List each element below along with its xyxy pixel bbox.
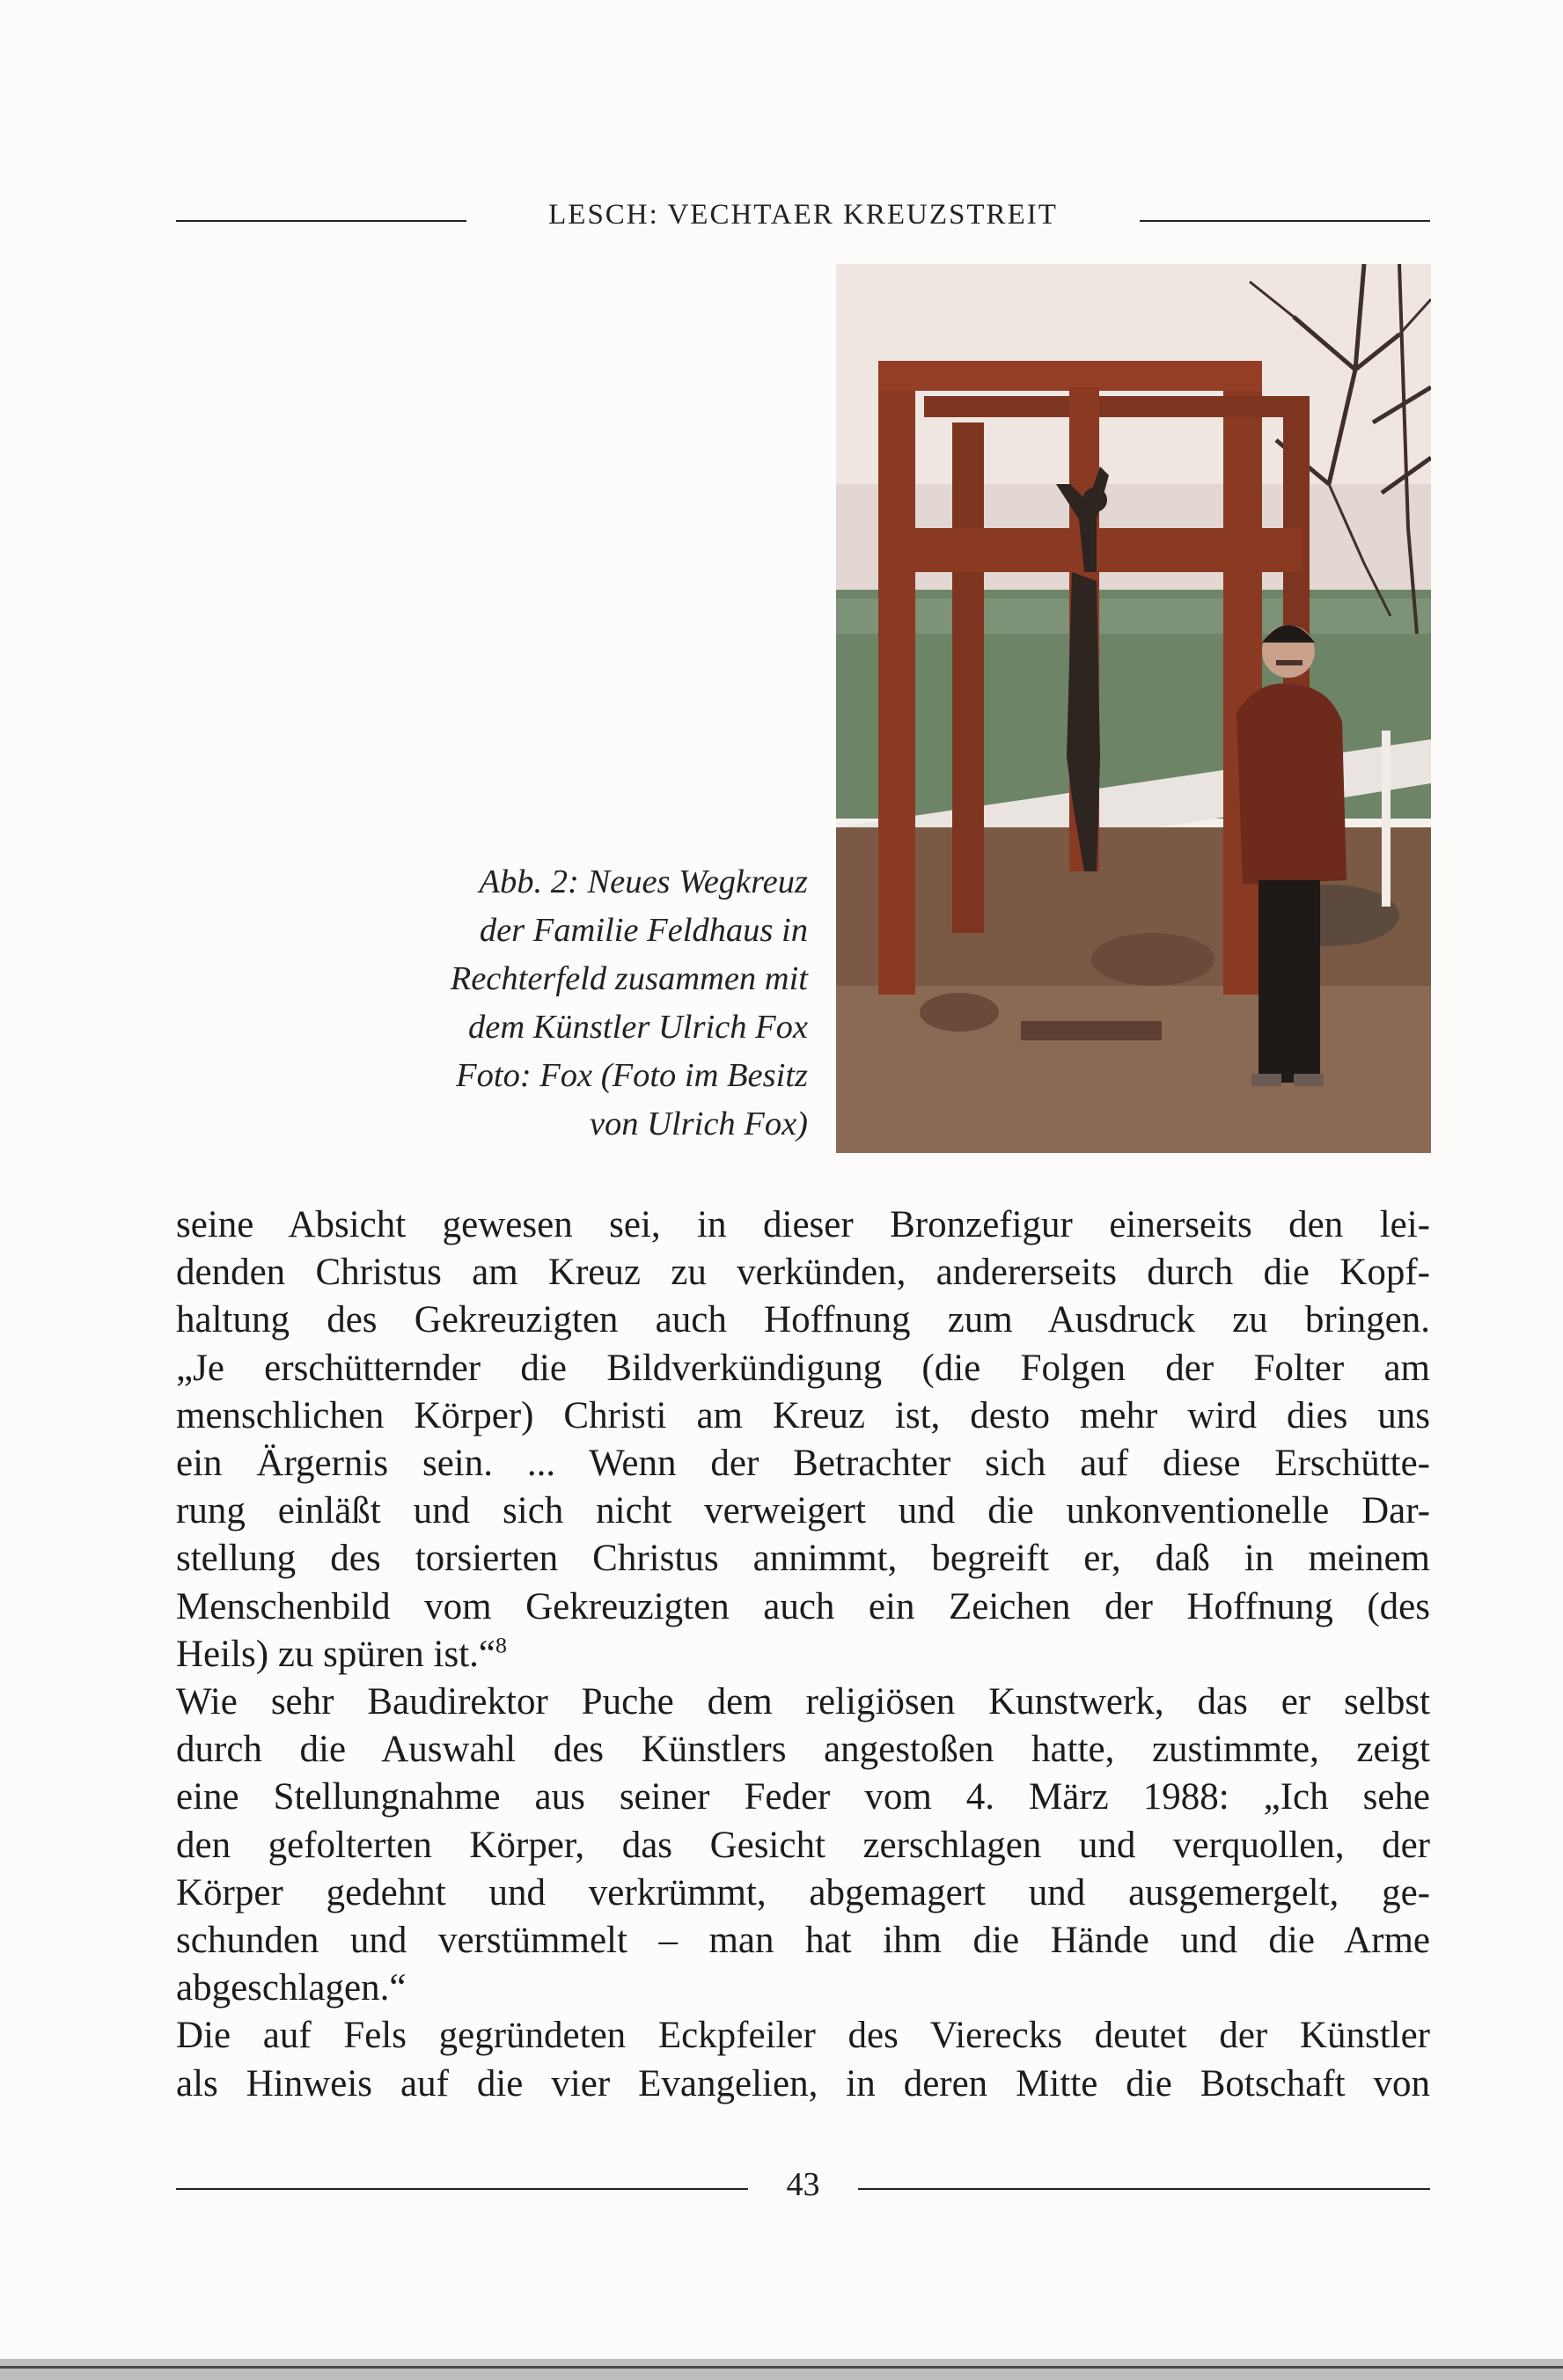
- caption-line: Abb. 2: Neues Wegkreuz: [479, 863, 808, 900]
- page-footer: [176, 2165, 1430, 2209]
- caption-line: dem Künstler Ulrich Fox: [467, 1009, 808, 1046]
- text-line: rung einläßt und sich nicht verweigert und die unkonventionelle Dar-: [176, 1490, 1430, 1532]
- text-line: „Je erschütternder die Bildverkündigung (die Folgen der Folter am: [176, 1347, 1430, 1389]
- text-line: Körper gedehnt und verkrümmt, abgemagert und ausgemergelt, ge-: [176, 1871, 1430, 1914]
- text-line: Menschenbild vom Gekreuzigten auch ein Zeichen der Hoffnung (des: [176, 1585, 1430, 1627]
- caption-line: Rechterfeld zusammen mit: [450, 960, 808, 997]
- figure-photo: [836, 264, 1431, 1153]
- header-rule-right: [1140, 220, 1430, 222]
- text-line: ein Ärgernis sein. ... Wenn der Betrachter sich auf diese Erschütte-: [176, 1443, 1430, 1485]
- text-line: Heils) zu spüren ist.“: [176, 1633, 496, 1675]
- text-line: durch die Auswahl des Künstlers angestoßen hatte, zustimmte, zeigt: [176, 1729, 1430, 1771]
- text-line: abgeschlagen.“: [176, 1967, 407, 2009]
- text-line-with-footnote: [176, 1631, 1430, 1678]
- scan-edge-line: [0, 2366, 1563, 2369]
- text-line: Wie sehr Baudirektor Puche dem religiösen Kunstwerk, das er selbst: [176, 1681, 1430, 1723]
- figure-caption: [290, 858, 808, 1149]
- text-line: menschlichen Körper) Christi am Kreuz ist, desto mehr wird dies uns: [176, 1394, 1430, 1436]
- text-line: eine Stellungnahme aus seiner Feder vom 4. März 1988: „Ich sehe: [176, 1776, 1430, 1818]
- running-head-title: LESCH: VECHTAER KREUZSTREIT: [548, 199, 1058, 231]
- text-line: seine Absicht gewesen sei, in dieser Bronzefigur einerseits den lei-: [176, 1204, 1430, 1245]
- body-text: [176, 1201, 1430, 2108]
- text-line: den gefolterten Körper, das Gesicht zerschlagen und verquollen, der: [176, 1824, 1430, 1866]
- text-line: Die auf Fels gegründeten Eckpfeiler des Vierecks deutet der Künstler: [176, 2015, 1430, 2057]
- text-line: denden Christus am Kreuz zu verkünden, andererseits durch die Kopf-: [176, 1252, 1430, 1294]
- text-line: als Hinweis auf die vier Evangelien, in deren Mitte die Botschaft von: [176, 2062, 1430, 2105]
- photo-wayside-cross: [836, 264, 1431, 1153]
- caption-line: von Ulrich Fox): [589, 1106, 808, 1142]
- footnote-ref: 8: [495, 1632, 507, 1658]
- text-line: stellung des torsierten Christus annimmt, begreift er, daß in meinem: [176, 1538, 1430, 1580]
- footer-rule-right: [858, 2188, 1430, 2190]
- text-line: haltung des Gekreuzigten auch Hoffnung zum Ausdruck zu bringen.: [176, 1299, 1430, 1341]
- page-number: 43: [786, 2166, 820, 2203]
- caption-line: der Familie Feldhaus in: [479, 912, 808, 949]
- scan-edge-band: [0, 2359, 1563, 2380]
- caption-line: Foto: Fox (Foto im Besitz: [456, 1057, 808, 1094]
- running-head: [176, 199, 1430, 243]
- text-line: schunden und verstümmelt – man hat ihm die Hände und die Arme: [176, 1920, 1430, 1962]
